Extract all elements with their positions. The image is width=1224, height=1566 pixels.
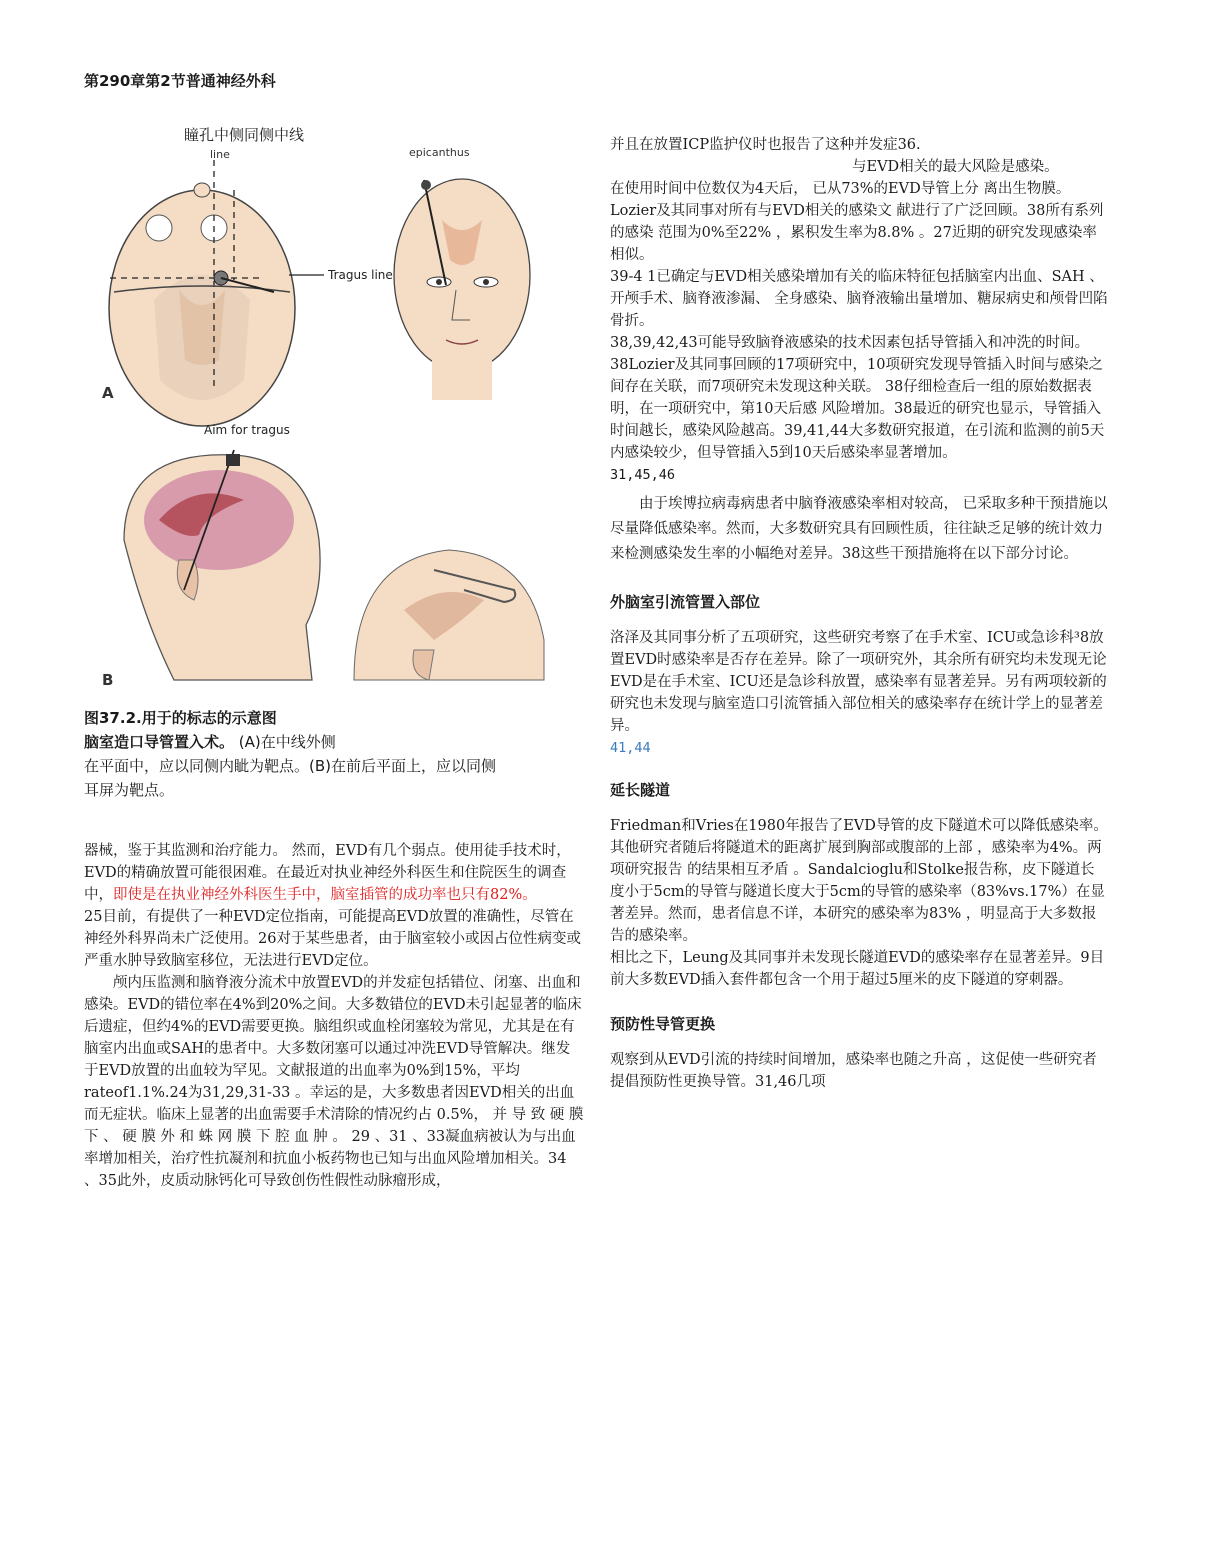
head-catheter-view	[354, 550, 544, 680]
label-epicanthus: epicanthus	[409, 146, 470, 159]
label-pupil-midline: 瞳孔中侧同侧中线	[184, 126, 305, 144]
head-side-view	[102, 423, 320, 689]
left-paragraph-2: 颅内压监测和脑脊液分流术中放置EVD的并发症包括错位、闭塞、出血和感染。EVD的错位率在4%到20%之间。大多数错位的EVD未引起显著的临床后遗症，但约4%的EVD需要更换。脑组织或血栓闭塞较为常见，尤其是在有脑室内出血或SAH的患者中。大多数闭塞可以通过冲洗EVD导管解决。继发于EVD放置的出血较为罕见。文献报道的出血率为0%到15%，平均rateof1.1%.24为31,29,31-33 。幸运的是，大多数患者因EVD相关的出血而无症状。临床上显著的出血需要手术清除的情况约占 0.5%， 并 导 致 硬 膜 下 、 硬 膜 外 和 蛛 网 膜 下 腔 血 肿 。 29 、31 、33凝血病被认为与出血率增加相关，治疗性抗凝剂和抗血小板药物也已知与出血风险增加相关。34 、35此外，皮质动脉钙化可导致创伤性假性动脉瘤形成，	[84, 975, 584, 1189]
figure-caption-line2: 脑室造口导管置入术。 (A)在中线外侧	[84, 733, 336, 751]
right-line-1: 并且在放置ICP监护仪时也报告了这种并发症36.	[610, 137, 921, 153]
right-column	[610, 134, 1108, 1093]
right-paragraph-5: 洛泽及其同事分析了五项研究，这些研究考察了在手术室、ICU或急诊科³8放置EVD时感染率是否存在差异。除了一项研究外，其余所有研究均未发现无论EVD是在手术室、ICU还是急诊科放置，感染率有显著差异。另有两项较新的研究也未发现与脑室造口引流管插入部位相关的感染率存在统计学上的显著差异。	[610, 630, 1107, 734]
left-column	[84, 840, 584, 1192]
figure-caption-line1: 图37.2.用于的标志的示意图	[84, 709, 277, 727]
section-heading-catheter-change: 预防性导管更换	[610, 1015, 716, 1033]
right-paragraph-3-refs: 31,45,46	[610, 467, 676, 483]
right-line-2: 与EVD相关的最大风险是感染。	[852, 159, 1059, 175]
section-heading-tunnel: 延长隧道	[610, 781, 671, 799]
label-tragus-line: Tragus line	[328, 268, 393, 282]
right-paragraph-8: 观察到从EVD引流的持续时间增加，感染率也随之升高 ，这促使一些研究者提倡预防性更换导管。31,46几项	[610, 1052, 1097, 1090]
head-top-view	[102, 160, 393, 426]
right-paragraph-5-refs: 41,44	[610, 740, 651, 756]
panel-label-a: A	[102, 384, 114, 402]
face-front-view	[394, 179, 530, 400]
right-paragraph-2: 39-4 1已确定与EVD相关感染增加有关的临床特征包括脑室内出血、SAH 、开颅手术、脑脊液渗漏、 全身感染、脑脊液输出量增加、糖尿病史和颅骨凹陷骨折。	[610, 269, 1108, 329]
page-header: 第290章第2节普通神经外科	[84, 72, 276, 90]
label-line: line	[210, 148, 230, 161]
figure-illustration	[84, 120, 564, 700]
right-paragraph-3: 38,39,42,43可能导致脑脊液感染的技术因素包括导管插入和冲洗的时间。38Lozier及其同事回顾的17项研究中，10项研究发现导管插入时间与感染之间存在关联，而7项研究未发现这种关联。 38仔细检查后一组的原始数据表明，在一项研究中，第10天后感 风险增加。38最近的研究也显示，导管插入时间越长，感染风险越高。39,41,44大多数研究报道，在引流和监测的前5天内感染较少，但导管插入5到10天后感染率显著增加。	[610, 335, 1105, 461]
panel-label-b: B	[102, 671, 114, 689]
figure-caption-line3: 在平面中，应以同侧内眦为靶点。(B)在前后平面上，应以同侧	[84, 757, 496, 775]
right-paragraph-7: 相比之下，Leung及其同事并未发现长隧道EVD的感染率存在显著差异。9目前大多数EVD插入套件都包含一个用于超过5厘米的皮下隧道的穿刺器。	[610, 950, 1105, 988]
highlighted-text: 即使是在执业神经外科医生手中，脑室插管的成功率也只有82%。	[113, 887, 537, 903]
left-paragraph-1b: 25目前，有提供了一种EVD定位指南，可能提高EVD放置的准确性，尽管在神经外科界尚未广泛使用。26对于某些患者，由于脑室较小或因占位性病变或严重水肿导致脑室移位，无法进行EVD定位。	[84, 909, 581, 969]
left-paragraph-1: 器械，鉴于其监测和治疗能力。 然而，EVD有几个弱点。使用徒手技术时，EVD的精确放置可能很困难。在最近对执业神经外科医生和住院医生的调查中，即使是在执业神经外科医生手中，脑室插管的成功率也只有82%。	[84, 843, 571, 903]
right-paragraph-6: Friedman和Vries在1980年报告了EVD导管的皮下隧道术可以降低感染率。其他研究者随后将隧道术的距离扩展到胸部或腹部的上部 ，感染率为4%。两项研究报告 的结果相互矛盾 。Sandalcioglu和Stolke报告称，皮下隧道长度小于5cm的导管与隧道长度大于5cm的导管的感染率（83%vs.17%）在显著差异。然而，患者信息不详，本研究的感染率为83% ，明显高于大多数报告的感染率。	[610, 818, 1108, 944]
label-aim-tragus: Aim for tragus	[204, 423, 290, 437]
right-paragraph-1: 在使用时间中位数仅为4天后， 已从73%的EVD导管上分 离出生物膜。Lozier及其同事对所有与EVD相关的感染文 献进行了广泛回顾。38所有系列的感染 范围为0%至22% ，累积发生率为8.8% 。27近期的研究发现感染率相似。	[610, 181, 1104, 263]
right-paragraph-4: 由于埃博拉病毒病患者中脑脊液感染率相对较高， 已采取多种干预措施以尽量降低感染率。然而，大多数研究具有回顾性质，往往缺乏足够的统计效力来检测感染发生率的小幅绝对差异。38这些干预措施将在以下部分讨论。	[610, 496, 1108, 562]
section-heading-evd-site: 外脑室引流管置入部位	[610, 593, 761, 611]
landmark-diagram	[84, 120, 564, 700]
figure-caption-line4: 耳屏为靶点。	[84, 781, 175, 799]
